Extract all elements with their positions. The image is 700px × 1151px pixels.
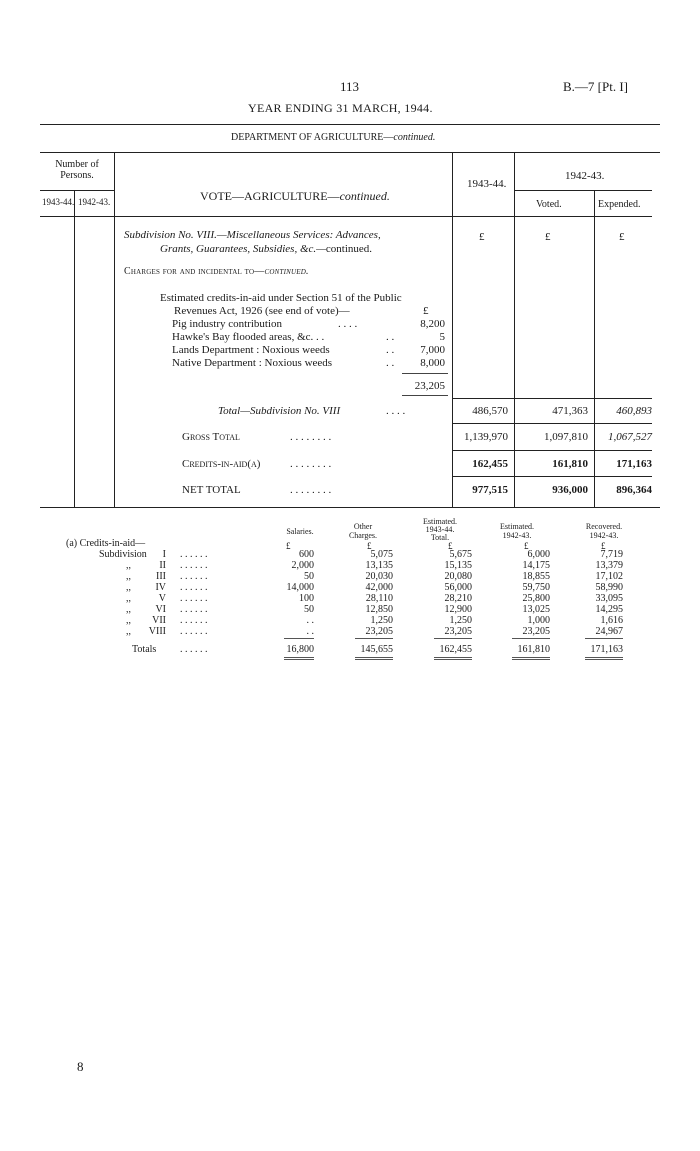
fn-cell-recovered: 7,719 [600, 549, 623, 560]
fn-row-dots: . . . . . . [180, 582, 208, 593]
fn-row-prefix: ,, [126, 582, 131, 593]
table-bottom-rule [40, 507, 660, 508]
fn-table-row [0, 593, 700, 604]
fn-row-dots: . . . . . . [180, 604, 208, 615]
fn-row-prefix: ,, [126, 615, 131, 626]
fn-row-dots: . . . . . . [180, 549, 208, 560]
document-reference: B.—7 [Pt. I] [563, 79, 628, 94]
fn-cell-est-total: 12,900 [444, 604, 472, 615]
fn-cell-recovered: 58,990 [595, 582, 623, 593]
fn-cell-est: 18,855 [522, 571, 550, 582]
fn-pound: £ [524, 541, 529, 551]
total-subdivision-label: Total—Subdivision No. VIII [218, 405, 341, 417]
fn-row-prefix: ,, [126, 560, 131, 571]
fn-table-row [0, 582, 700, 593]
department-title: DEPARTMENT OF AGRICULTURE—continued. [231, 132, 436, 143]
fn-other-charges-header: Other Charges. [348, 522, 378, 540]
fn-cell-est-total: 15,135 [444, 560, 472, 571]
credits-sum-rule [402, 373, 448, 374]
fn-double-rule [585, 659, 623, 660]
fn-double-rule [434, 657, 472, 658]
fn-cell-est-total: 5,675 [449, 549, 472, 560]
fn-row-dots: . . . . . . [180, 615, 208, 626]
totals-rule [452, 423, 652, 424]
credit-item-label: Pig industry contribution [172, 318, 282, 330]
fn-totals-recovered: 171,163 [590, 644, 623, 655]
credit-item-value: 5 [439, 331, 445, 343]
credits-in-aid-voted: 161,810 [552, 458, 588, 470]
credits-heading-line1: Estimated credits-in-aid under Section 51 of the Public [160, 292, 402, 304]
credits-total-rule [402, 395, 448, 396]
credits-total: 23,205 [414, 380, 445, 392]
credit-item-label: Hawke's Bay flooded areas, &c. . . [172, 331, 325, 343]
persons-sub-rule [40, 190, 114, 191]
net-total-1943-44: 977,515 [472, 484, 508, 496]
fn-table-row [0, 626, 700, 637]
credits-in-aid-label: Credits-in-aid(a) [182, 458, 261, 470]
fn-cell-other: 12,850 [365, 604, 393, 615]
totals-top-rule [452, 398, 652, 399]
fn-table-row [0, 571, 700, 582]
fn-lead: (a) Credits-in-aid— [66, 538, 146, 549]
fn-cell-other: 5,075 [370, 549, 393, 560]
fn-cell-est-total: 20,080 [444, 571, 472, 582]
fn-estimated-total-header: Estimated. 1943-44. Total. [423, 517, 457, 542]
fn-cell-est: 6,000 [527, 549, 550, 560]
persons-1942-43-header: 1942-43. [78, 197, 111, 207]
table-head-rule [40, 216, 652, 217]
fn-cell-recovered: 1,616 [600, 615, 623, 626]
fn-row-subdivision: III [156, 571, 166, 582]
fn-row-dots: . . . . . . [180, 593, 208, 604]
vote-title: VOTE—AGRICULTURE—continued. [200, 189, 390, 203]
total-subdivision-dots: . . . . [386, 405, 406, 417]
col-1942-43-header: 1942-43. [565, 170, 605, 182]
table-top-rule [40, 152, 660, 153]
fn-cell-other: 42,000 [365, 582, 393, 593]
credits-in-aid-dots: . . . . . . . . [290, 458, 332, 470]
fn-row-subdivision: VIII [148, 626, 166, 637]
fn-row-dots: . . . . . . [180, 571, 208, 582]
fn-salaries-header: Salaries. [286, 527, 314, 536]
fn-row-subdivision: IV [155, 582, 166, 593]
total-subdivision-1943-44: 486,570 [472, 405, 508, 417]
total-subdivision-voted: 471,363 [552, 405, 588, 417]
fn-row-prefix: ,, [126, 593, 131, 604]
fn-row-prefix: ,, [126, 604, 131, 615]
page-footer-number: 8 [77, 1059, 84, 1074]
credits-heading-line2: Revenues Act, 1926 (see end of vote)— [174, 305, 350, 317]
fn-pound: £ [286, 541, 291, 551]
fn-cell-salaries: . . [306, 615, 314, 626]
credit-item-label: Lands Department : Noxious weeds [172, 344, 330, 356]
fn-table-row [0, 604, 700, 615]
gross-total-expended: 1,067,527 [608, 431, 652, 443]
fn-pound: £ [367, 541, 372, 551]
header-rule [40, 124, 660, 125]
fn-cell-salaries: . . [306, 626, 314, 637]
totals-rule [452, 476, 652, 477]
net-total-expended: 896,364 [616, 484, 652, 496]
fn-row-subdivision: II [159, 560, 166, 571]
fn-cell-salaries: 100 [299, 593, 314, 604]
fn-totals-other: 145,655 [360, 644, 393, 655]
credit-item-label: Native Department : Noxious weeds [172, 357, 333, 369]
fn-row-subdivision: VI [155, 604, 166, 615]
fn-totals-label: Totals [132, 644, 157, 655]
fn-totals-dots: . . . . . . [180, 644, 208, 655]
fn-pound: £ [601, 541, 606, 551]
fn-cell-est: 23,205 [522, 626, 550, 637]
fn-cell-salaries: 14,000 [286, 582, 314, 593]
net-total-voted: 936,000 [552, 484, 588, 496]
col-rule-persons [114, 152, 115, 507]
credits-pound: £ [423, 305, 429, 317]
fn-cell-recovered: 17,102 [595, 571, 623, 582]
fn-cell-recovered: 13,379 [595, 560, 623, 571]
fn-row-subdivision: I [162, 549, 166, 560]
gross-total-1943-44: 1,139,970 [464, 431, 508, 443]
fn-cell-salaries: 2,000 [291, 560, 314, 571]
credit-item-dots: . . [386, 357, 395, 369]
fn-table-row [0, 560, 700, 571]
fn-recovered-header: Recovered. 1942-43. [585, 522, 623, 540]
fn-cell-recovered: 14,295 [595, 604, 623, 615]
fn-double-rule [512, 659, 550, 660]
fn-cell-other: 1,250 [370, 615, 393, 626]
gross-total-label: Gross Total [182, 431, 240, 443]
fn-cell-salaries: 600 [299, 549, 314, 560]
credit-item-value: 8,000 [420, 357, 445, 369]
fn-cell-salaries: 50 [304, 604, 314, 615]
fn-totals-row [0, 644, 700, 655]
fn-row-dots: . . . . . . [180, 626, 208, 637]
fn-sum-rule [355, 638, 393, 639]
total-subdivision-expended: 460,893 [616, 405, 652, 417]
fn-estimated-header: Estimated. 1942-43. [500, 522, 534, 540]
fn-pound: £ [448, 541, 453, 551]
fn-totals-salaries: 16,800 [286, 644, 314, 655]
gross-total-dots: . . . . . . . . [290, 431, 332, 443]
fn-cell-est: 13,025 [522, 604, 550, 615]
fn-row-subdivision: VII [152, 615, 166, 626]
pound-voted: £ [545, 231, 551, 243]
col-voted-header: Voted. [536, 199, 562, 210]
page-title: YEAR ENDING 31 MARCH, 1944. [248, 101, 433, 115]
fn-table-row [0, 615, 700, 626]
col-expended-header: Expended. [598, 199, 641, 210]
pound-1943-44: £ [479, 231, 485, 243]
fn-table-row [0, 549, 700, 560]
number-of-persons-header: Number of Persons. [55, 159, 99, 181]
persons-1943-44-header: 1943-44. [42, 197, 75, 207]
net-total-dots: . . . . . . . . [290, 484, 332, 496]
fn-sum-rule [585, 638, 623, 639]
totals-rule [452, 450, 652, 451]
credit-item-dots: . . . . [338, 318, 358, 330]
fn-cell-est-total: 56,000 [444, 582, 472, 593]
fn-double-rule [284, 659, 314, 660]
credits-in-aid-expended: 171,163 [616, 458, 652, 470]
fn-double-rule [512, 657, 550, 658]
fn-double-rule [355, 659, 393, 660]
fn-cell-other: 28,110 [365, 593, 393, 604]
charges-heading: Charges for and incidental to—continued. [124, 266, 309, 277]
col-rule-1942 [514, 152, 515, 507]
fn-row-prefix: ,, [126, 571, 131, 582]
fn-cell-est-total: 23,205 [444, 626, 472, 637]
fn-sum-rule [284, 638, 314, 639]
fn-cell-est: 59,750 [522, 582, 550, 593]
year-sub-rule [514, 190, 652, 191]
fn-double-rule [434, 659, 472, 660]
fn-cell-other: 23,205 [365, 626, 393, 637]
fn-cell-recovered: 33,095 [595, 593, 623, 604]
credit-item-dots: . . [386, 344, 395, 356]
col-rule-persons-mid [74, 190, 75, 507]
col-1943-44-header: 1943-44. [467, 178, 507, 190]
fn-double-rule [355, 657, 393, 658]
fn-sum-rule [434, 638, 472, 639]
fn-cell-salaries: 50 [304, 571, 314, 582]
fn-double-rule [585, 657, 623, 658]
col-rule-1943 [452, 152, 453, 507]
fn-row-dots: . . . . . . [180, 560, 208, 571]
fn-cell-est-total: 1,250 [449, 615, 472, 626]
fn-sum-rule [512, 638, 550, 639]
fn-double-rule [284, 657, 314, 658]
fn-cell-est: 14,175 [522, 560, 550, 571]
page-number: 113 [340, 79, 360, 94]
credit-item-dots: . . [386, 331, 395, 343]
net-total-label: NET TOTAL [182, 484, 241, 496]
pound-expended: £ [619, 231, 625, 243]
credit-item-value: 7,000 [420, 344, 445, 356]
fn-row-prefix: Subdivision [99, 549, 147, 560]
fn-cell-est: 1,000 [527, 615, 550, 626]
subdivision-heading-line1: Subdivision No. VIII.—Miscellaneous Services: Advances, [124, 229, 381, 241]
fn-cell-est: 25,800 [522, 593, 550, 604]
fn-cell-other: 20,030 [365, 571, 393, 582]
fn-cell-other: 13,135 [365, 560, 393, 571]
gross-total-voted: 1,097,810 [544, 431, 588, 443]
fn-cell-recovered: 24,967 [595, 626, 623, 637]
fn-cell-est-total: 28,210 [444, 593, 472, 604]
fn-totals-est: 161,810 [517, 644, 550, 655]
fn-row-prefix: ,, [126, 626, 131, 637]
subdivision-heading-line2: Grants, Guarantees, Subsidies, &c.—continued. [160, 243, 373, 255]
credits-in-aid-1943-44: 162,455 [472, 458, 508, 470]
fn-row-subdivision: V [158, 593, 166, 604]
credit-item-value: 8,200 [420, 318, 445, 330]
fn-totals-est-total: 162,455 [439, 644, 472, 655]
